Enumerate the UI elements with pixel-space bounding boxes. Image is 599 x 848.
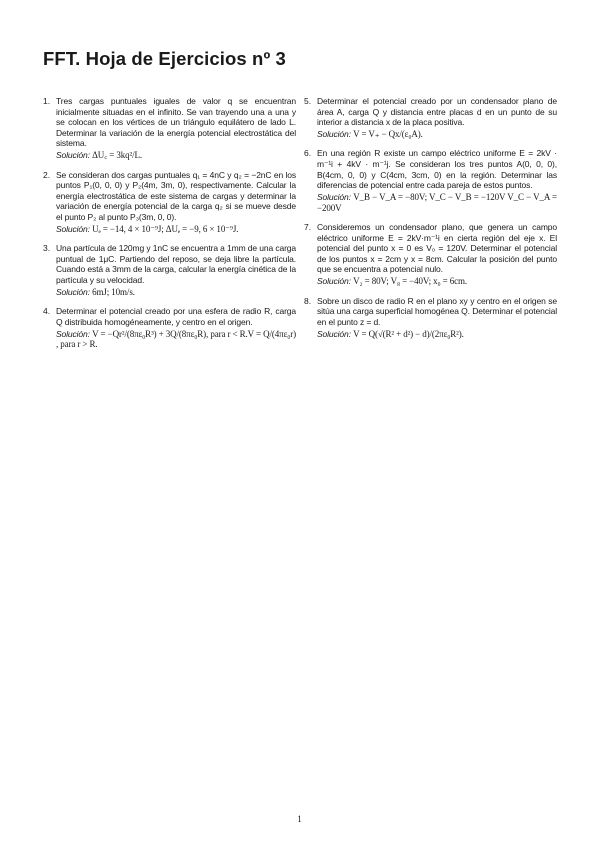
exercise-5 — [304, 96, 557, 140]
solution-value: V = Q(√(R² + d²) − d)/(2πε₀R²). — [353, 328, 464, 339]
exercise-solution — [317, 276, 557, 287]
solution-label: Solución: — [317, 129, 351, 140]
solution-value: Uₑ = −14, 4 × 10⁻⁹J; ΔUₑ = −9, 6 × 10⁻⁹J. — [92, 224, 239, 235]
exercise-number: 7. — [304, 221, 312, 232]
solution-label: Solución: — [317, 276, 351, 287]
solution-label: Solución: — [317, 192, 351, 203]
exercise-number: 5. — [304, 96, 312, 106]
solution-label: Solución: — [56, 328, 90, 339]
exercise-text: Consideremos un condensador plano, que genera un campo eléctrico uniforme E = 2kV·m⁻¹i en cierta región del eje x. El potencial del punto x = 0 es V₀ = 120V. Determinar el potencial de los puntos x = 2cm y x = 8cm. Calcular la posición del punto que se encuentra a potencial nulo. — [317, 221, 557, 275]
exercise-number: 6. — [304, 148, 312, 159]
exercise-number: 1. — [43, 96, 51, 106]
solution-value: ΔU꜀ = 3kq²/L. — [92, 150, 143, 161]
exercise-number: 4. — [43, 306, 51, 317]
solution-value: V = −Qr²/(8πε₀R³) + 3Q/(8πε₀R), para r < R.V = Q/(4πε₀r) , para r > R. — [56, 328, 296, 350]
solution-value: V = V₊ − Qx/(ε₀A). — [353, 129, 423, 140]
exercise-4 — [43, 306, 296, 350]
exercise-solution — [317, 129, 557, 140]
exercise-solution — [317, 329, 557, 340]
exercise-solution — [56, 224, 296, 235]
exercise-text: Una partícula de 120mg y 1nC se encuentra a 1mm de una carga puntual de 1μC. Partiendo del reposo, se deja libre la partícula. Cuando está a 3mm de la carga, calcular la energía cinética de la partícula y su velocidad. — [56, 243, 296, 285]
solution-label: Solución: — [317, 328, 351, 339]
exercise-text: Determinar el potencial creado por un condensador plano de área A, carga Q y distancia entre placas d en un punto de su interior a distancia x de la placa positiva. — [317, 96, 557, 128]
exercise-solution — [56, 329, 296, 350]
exercise-8 — [304, 296, 557, 340]
left-column — [43, 96, 296, 358]
exercise-number: 8. — [304, 295, 312, 306]
solution-value: V_B − V_A = −80V; V_C − V_B = −120V V_C − V_A = −200V — [317, 192, 557, 213]
exercise-number: 2. — [43, 169, 51, 180]
page-number: 1 — [297, 814, 302, 824]
exercise-6 — [304, 148, 557, 213]
exercise-3 — [43, 243, 296, 297]
solution-label: Solución: — [56, 287, 90, 297]
exercise-solution — [56, 287, 296, 298]
solution-label: Solución: — [56, 150, 90, 161]
exercise-text: En una región R existe un campo eléctrico uniforme E = 2kV · m⁻¹i + 4kV · m⁻¹j. Se consideran los tres puntos A(0, 0, 0), B(4cm, 0, 0) y C(4cm, 3cm, 0) en la región. Determinar las diferencias de potencial entre cada pareja de estos puntos. — [317, 148, 557, 191]
solution-value: 6mJ; 10m/s. — [92, 287, 135, 297]
exercise-7 — [304, 222, 557, 287]
exercise-number: 3. — [43, 243, 51, 254]
right-column — [304, 96, 557, 348]
exercise-2 — [43, 170, 296, 235]
exercise-text: Se consideran dos cargas puntuales q₁ = 4nC y q₂ = −2nC en los puntos P₁(0, 0, 0) y P₂(4m, 3m, 0), respectivamente. Calcular la energía electrostática de este sistema de cargas y determinar la variación de energía potencial de la carga q₂ si se mueve desde el punto P₂ al punto P₃(3m, 0, 0). — [56, 169, 296, 222]
page-title: FFT. Hoja de Ejercicios nº 3 — [43, 48, 286, 69]
solution-label: Solución: — [56, 224, 90, 235]
exercise-text: Sobre un disco de radio R en el plano xy y centro en el origen se sitúa una carga superficial homogénea Q. Determinar el potencial en el punto z = d. — [317, 295, 557, 327]
exercise-1 — [43, 96, 296, 161]
exercise-solution — [317, 192, 557, 213]
exercise-text: Tres cargas puntuales iguales de valor q se encuentran inicialmente situadas en el infinito. Se van trayendo una a una y se colocan en los vértices de un triángulo equilátero de lado L. Determinar la variación de la energía potencial electrostática del sistema. — [56, 96, 296, 149]
solution-value: V₂ = 80V; V₈ = −40V; x₀ = 6cm. — [353, 276, 468, 287]
exercise-solution — [56, 150, 296, 161]
exercise-text: Determinar el potencial creado por una esfera de radio R, carga Q distribuida homogéneamente, y centro en el origen. — [56, 306, 296, 327]
